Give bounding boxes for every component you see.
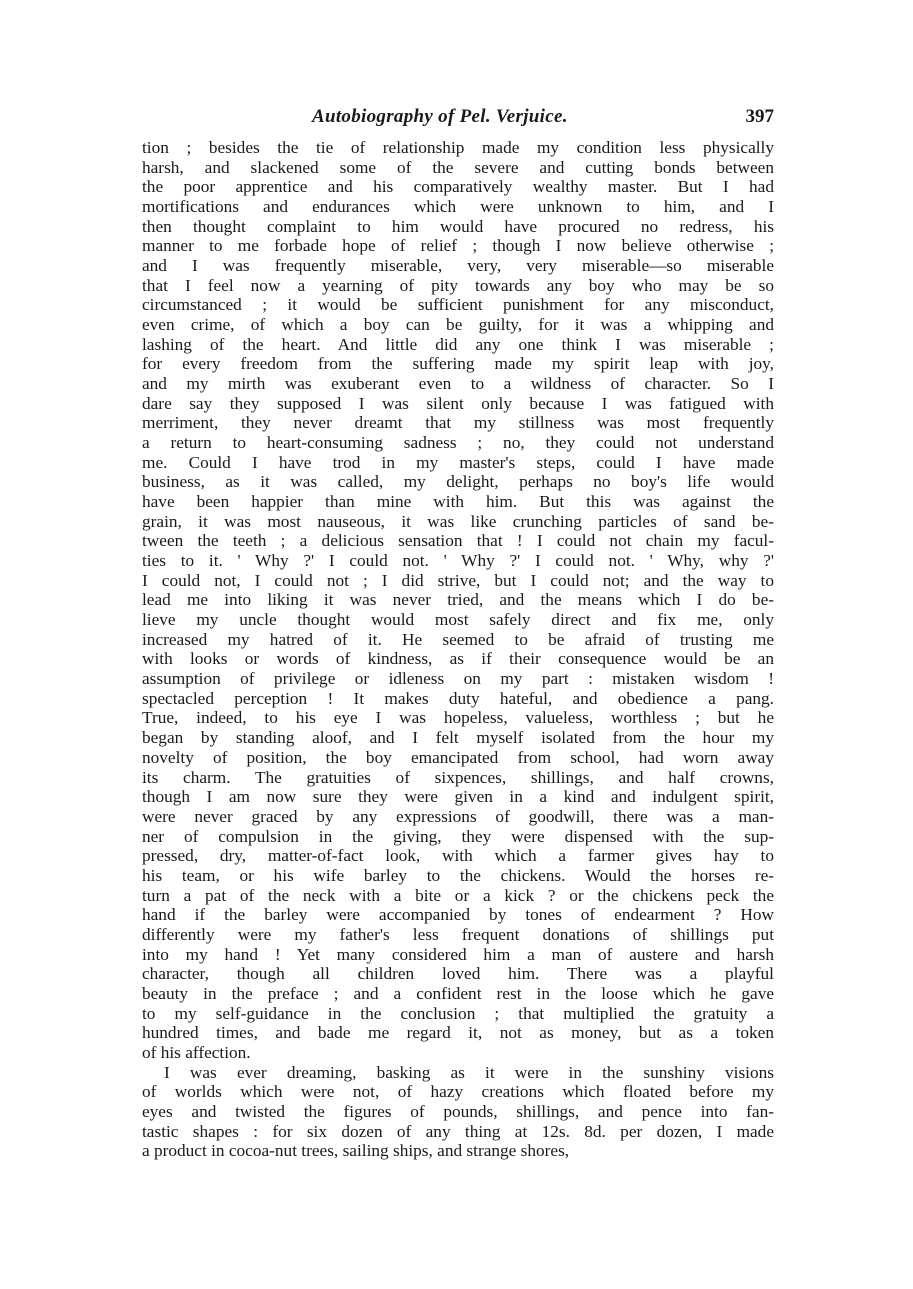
text-line: pressed, dry, matter-of-fact look, with which a farmer gives hay to [142,846,774,866]
text-line: ner of compulsion in the giving, they were dispensed with the sup- [142,826,774,846]
text-line: and I was frequently miserable, very, very miserable—so miserable [142,256,774,276]
text-line: True, indeed, to his eye I was hopeless, valueless, worthless ; but he [142,708,774,728]
text-line: have been happier than mine with him. But this was against the [142,492,774,512]
paragraph [142,1063,774,1161]
text-line: grain, it was most nauseous, it was like crunching particles of sand be- [142,511,774,531]
text-line: of his affection. [142,1042,251,1062]
text-line: tween the teeth ; a delicious sensation that ! I could not chain my facul- [142,531,774,551]
running-title: Autobiography of Pel. Verjuice. [312,106,568,127]
text-line: lieve my uncle thought would most safely direct and fix me, only [142,610,774,630]
text-line: beauty in the preface ; and a confident rest in the loose which he gave [142,983,774,1003]
text-line: that I feel now a yearning of pity towards any boy who may be so [142,275,774,295]
text-line: lead me into liking it was never tried, and the means which I do be- [142,590,774,610]
text-line: hand if the barley were accompanied by tones of endearment ? How [142,905,774,925]
page-number: 397 [745,106,774,127]
text-line: I was ever dreaming, basking as it were in the sunshiny visions [164,1062,774,1082]
text-line: eyes and twisted the figures of pounds, shillings, and pence into fan- [142,1101,774,1121]
text-line: his team, or his wife barley to the chickens. Would the horses re- [142,865,774,885]
running-head [142,106,774,134]
text-line: turn a pat of the neck with a bite or a kick ? or the chickens peck the [142,885,774,905]
text-line: into my hand ! Yet many considered him a man of austere and harsh [142,944,774,964]
text-line: though I am now sure they were given in a kind and indulgent spirit, [142,787,774,807]
text-line: ties to it. ' Why ?' I could not. ' Why ?' I could not. ' Why, why ?' [142,551,774,571]
text-line: tastic shapes : for six dozen of any thing at 12s. 8d. per dozen, I made [142,1121,774,1141]
text-line: differently were my father's less frequent donations of shillings put [142,924,774,944]
text-line: of worlds which were not, of hazy creations which floated before my [142,1082,774,1102]
text-line: harsh, and slackened some of the severe and cutting bonds between [142,157,774,177]
text-line: circumstanced ; it would be sufficient punishment for any misconduct, [142,295,774,315]
text-line: merriment, they never dreamt that my stillness was most frequently [142,413,774,433]
text-line: mortifications and endurances which were unknown to him, and I [142,197,774,217]
text-line: assumption of privilege or idleness on my part : mistaken wisdom ! [142,669,774,689]
text-line: character, though all children loved him. There was a playful [142,964,774,984]
text-line: lashing of the heart. And little did any one think I was miserable ; [142,334,774,354]
text-line: its charm. The gratuities of sixpences, shillings, and half crowns, [142,767,774,787]
text-line: even crime, of which a boy can be guilty, for it was a whipping and [142,315,774,335]
text-line: a product in cocoa-nut trees, sailing ships, and strange shores, [142,1141,570,1161]
text-line: then thought complaint to him would have procured no redress, his [142,216,774,236]
text-line: spectacled perception ! It makes duty hateful, and obedience a pang. [142,688,774,708]
text-line: and my mirth was exuberant even to a wildness of character. So I [142,374,774,394]
text-line: business, as it was called, my delight, perhaps no boy's life would [142,472,774,492]
text-line: the poor apprentice and his comparatively wealthy master. But I had [142,177,774,197]
text-line: a return to heart-consuming sadness ; no, they could not understand [142,433,774,453]
text-line: I could not, I could not ; I did strive, but I could not; and the way to [142,570,774,590]
text-line: dare say they supposed I was silent only because I was fatigued with [142,393,774,413]
text-line: increased my hatred of it. He seemed to be afraid of trusting me [142,629,774,649]
text-line: were never graced by any expressions of goodwill, there was a man- [142,806,774,826]
text-line: novelty of position, the boy emancipated from school, had worn away [142,747,774,767]
text-line: tion ; besides the tie of relationship made my condition less physically [142,138,774,157]
text-line: hundred times, and bade me regard it, not as money, but as a token [142,1023,774,1043]
paragraph [142,138,774,1063]
body-text [142,138,774,1161]
text-line: with looks or words of kindness, as if their consequence would be an [142,649,774,669]
text-line: for every freedom from the suffering made my spirit leap with joy, [142,354,774,374]
text-line: me. Could I have trod in my master's steps, could I have made [142,452,774,472]
text-line: to my self-guidance in the conclusion ; that multiplied the gratuity a [142,1003,774,1023]
text-line: manner to me forbade hope of relief ; though I now believe otherwise ; [142,236,774,256]
text-line: began by standing aloof, and I felt myself isolated from the hour my [142,728,774,748]
